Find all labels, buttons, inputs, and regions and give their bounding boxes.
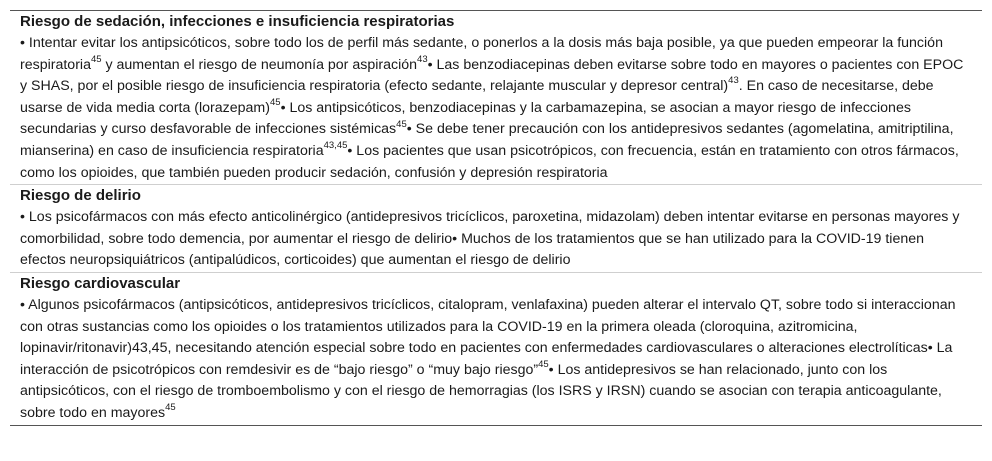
citation-reference: 45 <box>396 118 407 130</box>
citation-reference: 45 <box>90 53 102 65</box>
text-segment: y aumentan el riesgo de neumonía por aspiración <box>101 56 418 73</box>
text-segment: • Algunos psicofármacos (antipsicóticos, antidepresivos tricíclicos, citalopram, venlafaxina) pueden alterar el intervalo QT, sobre todo si interaccionan con otras sustancias como los opioides o los tratamientos utilizados para la COVID-19 en la primera oleada (cloroquina, azitromicina, lopinavir/ritonavir)43,45, necesitando atención especial sobre todo en pacientes con enfermedades cardiovasculares o alteraciones electrolíticas• La interacción de psicotrópicos con remdesivir es de “bajo riesgo” o “muy bajo riesgo” <box>20 296 956 378</box>
text-segment: • Los pacientes que usan psicotrópicos, con frecuencia, están en tratamiento con otros fármacos, como los opioides, que también pueden producir sedación, confusión y depresión respiratoria <box>20 142 959 181</box>
section-heading: Riesgo de sedación, infecciones e insuficiencia respiratorias <box>20 13 455 30</box>
citation-reference: 43 <box>417 53 428 65</box>
text-segment: • Los psicofármacos con más efecto anticolinérgico (antidepresivos tricíclicos, paroxetina, midazolam) deben intentar evitarse en personas mayores y comorbilidad, sobre todo demencia, por aumentar el riesgo de delirio• Muchos de los tratamientos que se han utilizado para la COVID-19 tienen efectos neuropsiquiátricos (antipalúdicos, corticoides) que aumentan el riesgo de delirio <box>20 209 960 269</box>
section-heading: Riesgo de delirio <box>20 187 141 205</box>
risk-table <box>10 10 982 426</box>
section-delirium <box>10 184 982 272</box>
citation-reference: 43,45 <box>323 140 348 152</box>
text-segment: • Los antidepresivos se han relacionado, junto con los antipsicóticos, con el riesgo de tromboembolismo y con el riesgo de hemorragias (los ISRS y IRSN) cuando se asocian con terapia anticoagulante, sobre todo en mayores <box>20 361 942 421</box>
citation-reference: 45 <box>165 402 176 414</box>
section-body <box>20 33 972 184</box>
citation-reference: 43 <box>728 75 739 87</box>
text-segment: • Se debe tener precaución con los antidepresivos sedantes (agomelatina, amitriptilina, mianserina) en caso de insuficiencia respiratoria <box>20 121 954 159</box>
section-body <box>20 207 972 272</box>
section-cardiovascular <box>10 272 982 425</box>
text-segment: . En caso de necesitarse, debe usarse de vida media corta (lorazepam) <box>20 78 934 116</box>
section-body <box>20 295 972 425</box>
text-segment: • Los antipsicóticos, benzodiacepinas y la carbamazepina, se asocian a mayor riesgo de infecciones secundarias y curso desfavorable de infecciones sistémicas <box>20 99 911 138</box>
text-segment: • Intentar evitar los antipsicóticos, sobre todo los de perfil más sedante, o ponerlos a la dosis más baja posible, ya que pueden empeorar la función respiratoria <box>20 35 943 73</box>
section-heading: Riesgo cardiovascular <box>20 274 181 292</box>
citation-reference: 45 <box>538 358 549 370</box>
section-sedation-infection-respiratory <box>10 12 982 184</box>
text-segment: • Las benzodiacepinas deben evitarse sobre todo en mayores o pacientes con EPOC y SHAS, por el posible riesgo de insuficiencia respiratoria (efecto sedante, relajante muscular y depresor central) <box>20 56 964 95</box>
citation-reference: 45 <box>269 97 281 109</box>
